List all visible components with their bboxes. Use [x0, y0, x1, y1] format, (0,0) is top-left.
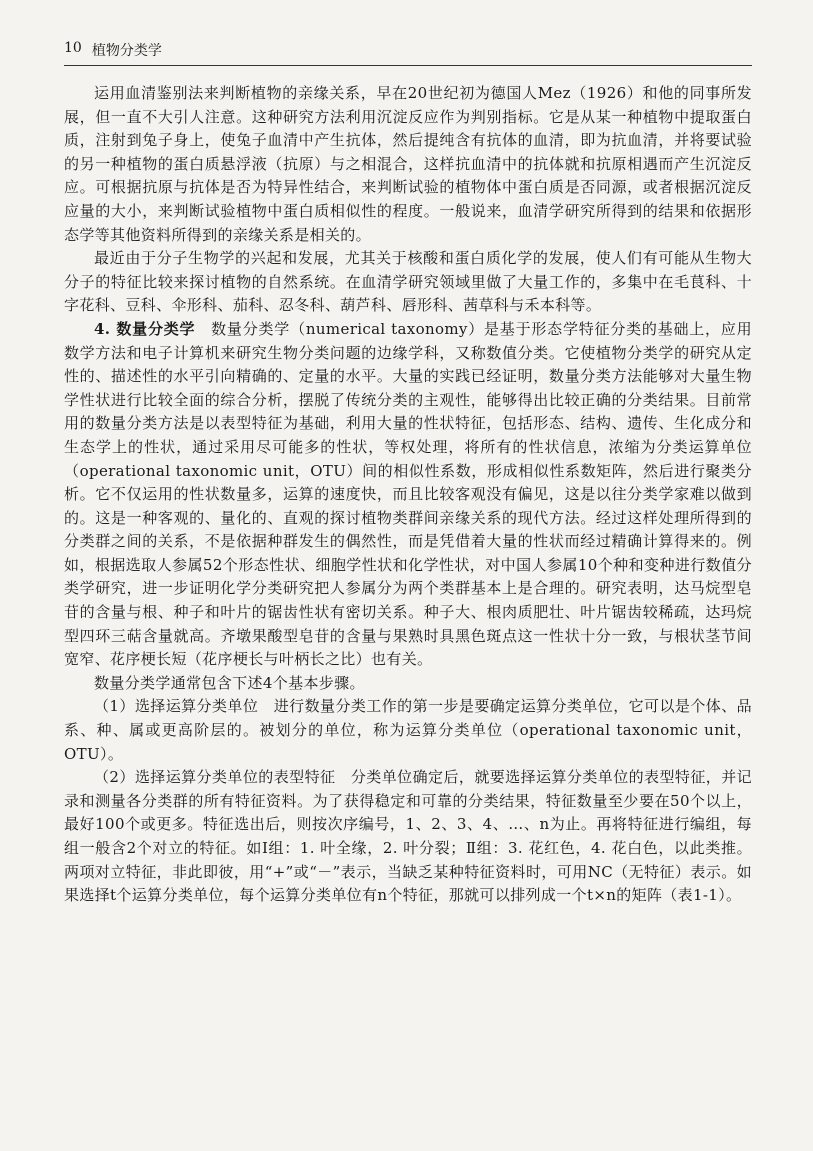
step-1-heading: （1）选择运算分类单位	[94, 697, 259, 716]
paragraph-numerical-taxonomy-text: 数量分类学（numerical taxonomy）是基于形态学特征分类的基础上，应用数学方法和电子计算机来研究生物分类问题的边缘学科，又称数值分类。它使植物分类学的研究从定性的、描述性的水平引向精确的、定量的水平。大量的实践已经证明，数量分类方法能够对大量生物学性状进行比较全面的综合分析，摆脱了传统分类的主观性，能够得出比较正确的分类结果。目前常用的数量分类方法是以表型特征为基础，利用大量的性状特征，包括形态、结构、遗传、生化成分和生态学上的性状，通过采用尽可能多的性状，等权处理，将所有的性状信息，浓缩为分类运算单位（operational taxonomic unit，OTU）间的相似性系数，形成相似性系数矩阵，然后进行聚类分析。它不仅运用的性状数量多，运算的速度快，而且比较客观没有偏见，这是以往分类学家难以做到的。这是一种客观的、量化的、直观的探讨植物类群间亲缘关系的现代方法。经过这样处理所得到的分类群之间的关系，不是依据种群发生的偶然性，而是凭借着大量的性状而经过精确计算得来的。例如，根据选取人参属52个形态性状、细胞学性状和化学性状，对中国人参属10个种和变种进行数值分类学研究，进一步证明化学分类研究把人参属分为两个类群基本上是合理的。研究表明，达马烷型皂苷的含量与根、种子和叶片的锯齿性状有密切关系。种子大、根肉质肥壮、叶片锯齿较稀疏，达玛烷型四环三萜含量就高。齐墩果酸型皂苷的含量与果熟时具黑色斑点这一性状十分一致，与根状茎节间宽窄、花序梗长短（花序梗长与叶柄长之比）也有关。	[64, 319, 752, 669]
step-2-heading: （2）选择运算分类单位的表型特征	[94, 768, 336, 787]
step-1-text: 进行数量分类工作的第一步是要确定运算分类单位，它可以是个体、品系、种、属或更高阶层的。被划分的单位，称为运算分类单位（operational taxonomic unit，OTU）。	[64, 697, 752, 763]
paragraph-serology: 运用血清鉴别法来判断植物的亲缘关系，早在20世纪初为德国人Mez（1926）和他的同事所发展，但一直不大引人注意。这种研究方法利用沉淀反应作为判别指标。它是从某一种植物中提取蛋白质，注射到兔子身上，使兔子血清中产生抗体，然后提纯含有抗体的血清，即为抗血清，并将要试验的另一种植物的蛋白质悬浮液（抗原）与之相混合，这样抗血清中的抗体就和抗原相遇而产生沉淀反应。可根据抗原与抗体是否为特异性结合，来判断试验的植物体中蛋白质是否同源，或者根据沉淀反应量的大小，来判断试验植物中蛋白质相似性的程度。一般说来，血清学研究所得到的结果和依据形态学等其他资料所得到的亲缘关系是相关的。	[64, 84, 752, 244]
section-heading-numerical-taxonomy: 4. 数量分类学	[94, 319, 196, 338]
paragraph-molecular: 最近由于分子生物学的兴起和发展，尤其关于核酸和蛋白质化学的发展，使人们有可能从生物大分子的特征比较来探讨植物的自然系统。在血清学研究领域里做了大量工作的，多集中在毛茛科、十字花科、豆科、伞形科、茄科、忍冬科、葫芦科、唇形科、茜草科与禾本科等。	[64, 249, 752, 315]
page-header	[64, 40, 752, 66]
step-2-text: 分类单位确定后，就要选择运算分类单位的表型特征，并记录和测量各分类群的所有特征资料。为了获得稳定和可靠的分类结果，特征数量至少要在50个以上，最好100个或更多。特征选出后，则按次序编号，1、2、3、4、…、n为止。再将特征进行编组，每组一般含2个对立的特征。如Ⅰ组：1. 叶全缘，2. 叶分裂；Ⅱ组：3. 花红色，4. 花白色，以此类推。两项对立特征，非此即彼，用“+”或“－”表示，当缺乏某种特征资料时，可用NC（无特征）表示。如果选择t个运算分类单位，每个运算分类单位有n个特征，那就可以排列成一个t×n的矩阵（表1-1）。	[64, 768, 752, 905]
body-text	[64, 82, 752, 908]
paragraph-numerical-taxonomy	[64, 318, 752, 672]
page-number: 10	[64, 40, 82, 56]
paragraph-step-2	[64, 766, 752, 908]
paragraph-step-1	[64, 695, 752, 766]
book-title: 植物分类学	[91, 43, 162, 59]
paragraph-steps-intro: 数量分类学通常包含下述4个基本步骤。	[94, 673, 365, 692]
